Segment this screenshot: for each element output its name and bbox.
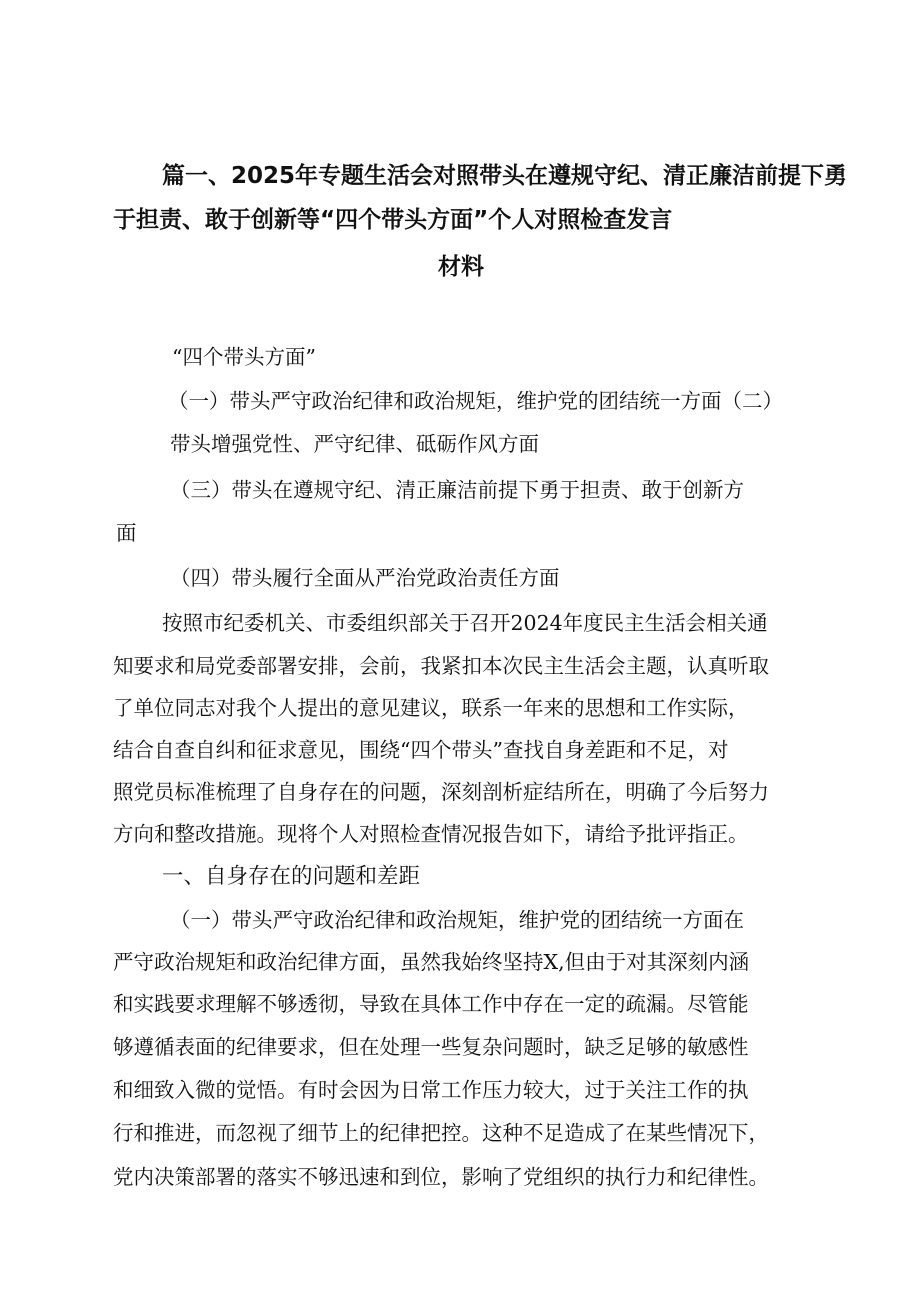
section1-line-3: 和实践要求理解不够透彻，导致在具体工作中存在一定的疏漏。尽管能 xyxy=(113,992,749,1016)
intro-item-1-cont: 带头增强党性、严守纪律、砥砺作风方面 xyxy=(170,432,539,456)
paragraph1-line-6: 方向和整改措施。现将个人对照检查情况报告如下，请给予批评指正。 xyxy=(113,822,749,846)
intro-heading: “四个带头方面” xyxy=(172,345,316,369)
document-title-line-2: 于担责、敢于创新等“四个带头方面”个人对照检查发言 xyxy=(113,207,673,233)
paragraph1-line-3: 了单位同志对我个人提出的意见建议，联系一年来的思想和工作实际， xyxy=(113,696,749,720)
document-title-line-1: 篇一、2025年专题生活会对照带头在遵规守纪、清正廉洁前提下勇 xyxy=(162,163,848,189)
paragraph1-line-5: 照党员标准梳理了自身存在的问题，深刻剖析症结所在，明确了今后努力 xyxy=(113,780,769,804)
paragraph1-line-1: 按照市纪委机关、市委组织部关于召开2024年度民主生活会相关通 xyxy=(162,611,768,635)
paragraph1-line-2: 知要求和局党委部署安排，会前，我紧扣本次民主生活会主题，认真听取 xyxy=(113,654,769,678)
section1-line-5: 和细致入微的觉悟。有时会因为日常工作压力较大，过于关注工作的执 xyxy=(113,1078,749,1102)
intro-item-3-cont: 面 xyxy=(116,521,137,545)
section1-line-6: 行和推进，而忽视了细节上的纪律把控。这种不足造成了在某些情况下， xyxy=(113,1121,769,1145)
paragraph1-line-4: 结合自查自纠和征求意见，围绕“四个带头”查找自身差距和不足，对 xyxy=(113,738,729,762)
intro-item-1: （一）带头严守政治纪律和政治规矩，维护党的团结统一方面（二） xyxy=(168,389,783,413)
section1-line-2: 严守政治规矩和政治纪律方面，虽然我始终坚持X,但由于对其深刻内涵 xyxy=(113,950,750,974)
section1-heading: 一、自身存在的问题和差距 xyxy=(162,864,421,889)
intro-item-4: （四）带头履行全面从严治党政治责任方面 xyxy=(170,566,560,590)
section1-line-4: 够遵循表面的纪律要求，但在处理一些复杂问题时，缺乏足够的敏感性 xyxy=(113,1035,749,1059)
intro-item-3: （三）带头在遵规守纪、清正廉洁前提下勇于担责、敢于创新方 xyxy=(170,478,744,502)
document-title-line-3: 材料 xyxy=(438,254,484,280)
section1-line-1: （一）带头严守政治纪律和政治规矩，维护党的团结统一方面在 xyxy=(170,908,744,932)
section1-line-7: 党内决策部署的落实不够迅速和到位，影响了党组织的执行力和纪律性。 xyxy=(113,1165,769,1189)
